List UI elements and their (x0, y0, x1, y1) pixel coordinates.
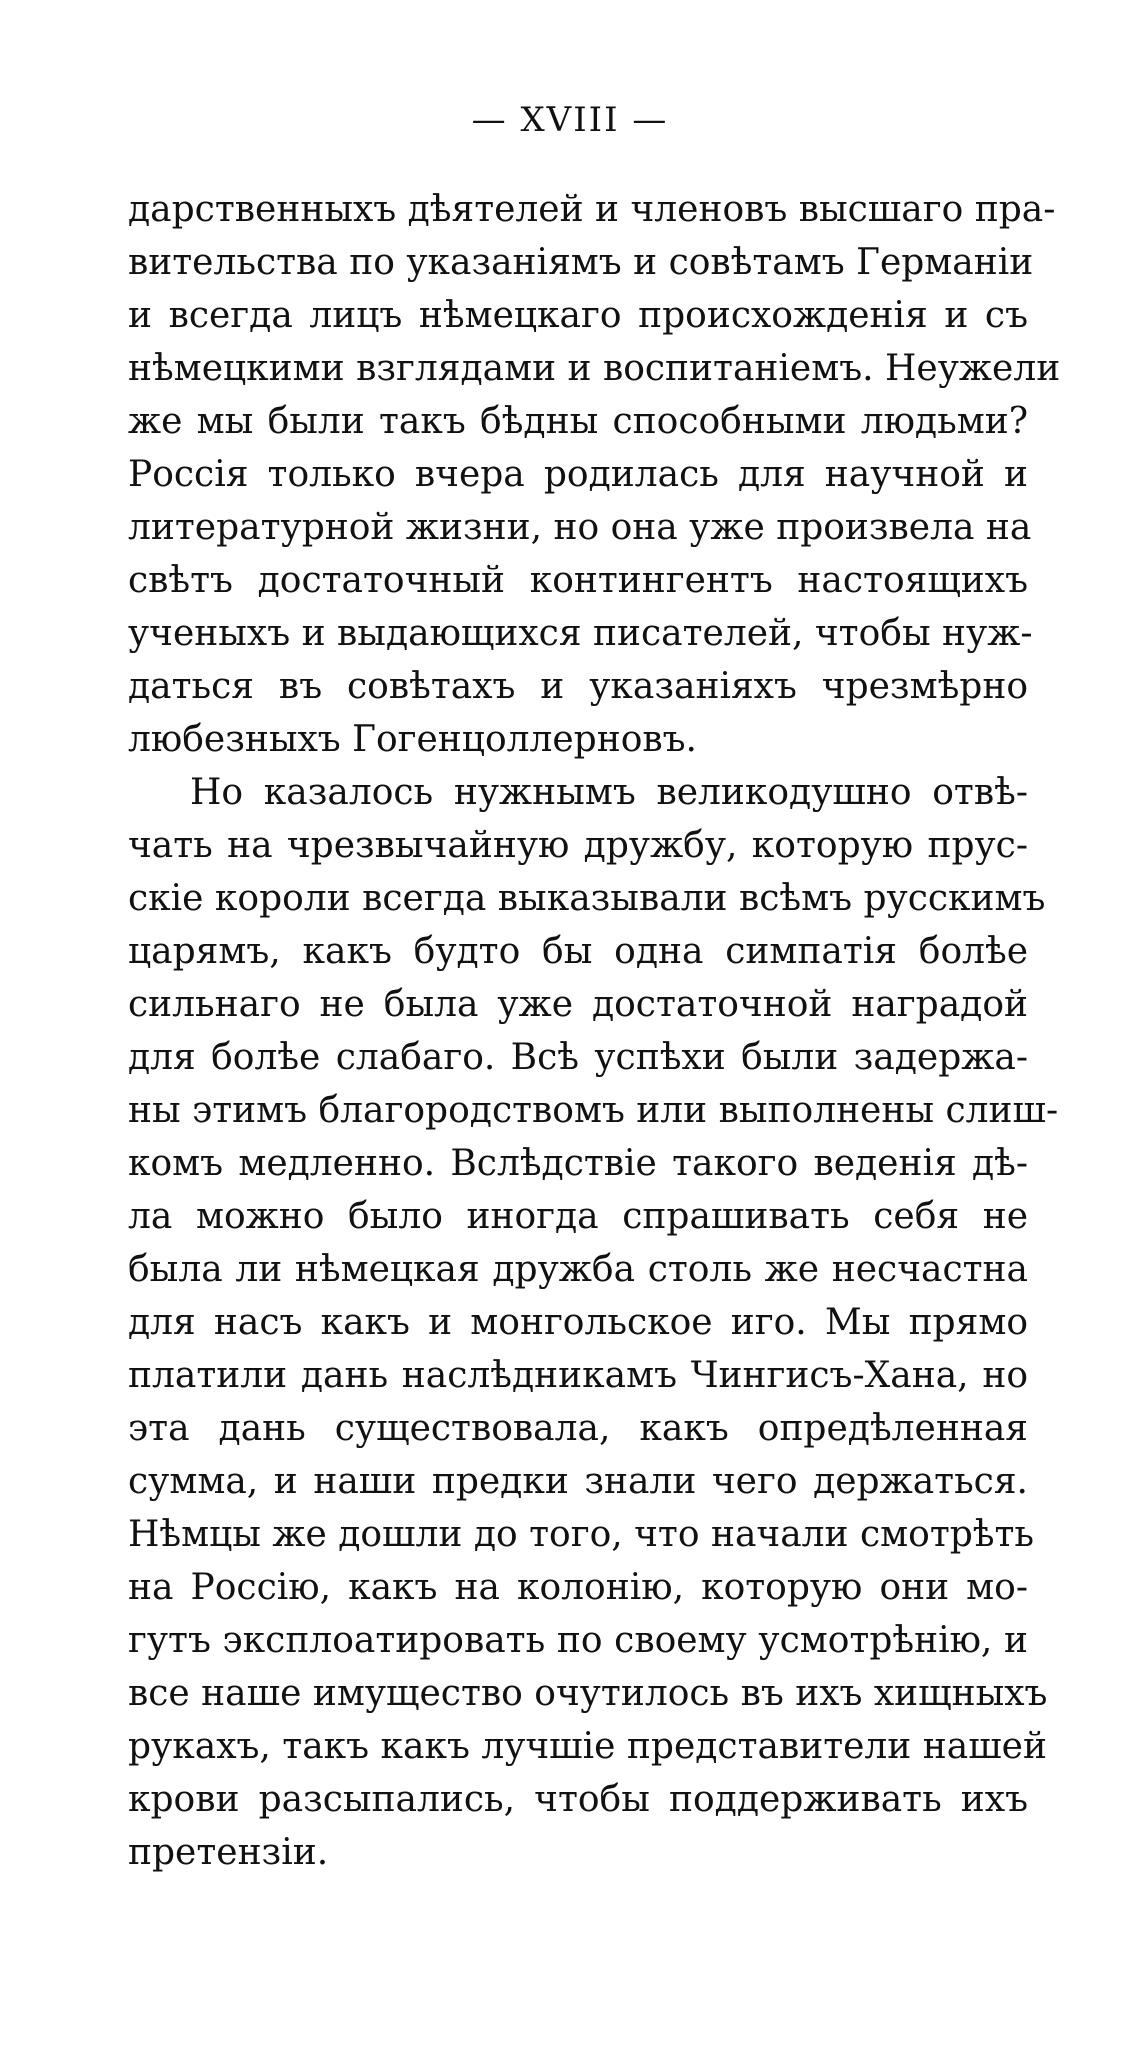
text-line: платили дань наслѣдникамъ Чингисъ-Хана, но (128, 1355, 1028, 1396)
body-text (128, 183, 1061, 1879)
text-line: свѣтъ достаточный контингентъ настоящихъ (128, 560, 1028, 601)
text-line: даться въ совѣтахъ и указаніяхъ чрезмѣрно (128, 666, 1028, 707)
text-line: скіе короли всегда выказывали всѣмъ русскимъ (128, 878, 1046, 919)
text-line: ученыхъ и выдающихся писателей, чтобы нуж- (128, 613, 1033, 654)
text-line: любезныхъ Гогенцоллерновъ. (128, 719, 697, 760)
text-line: ла можно было иногда спрашивать себя не (128, 1196, 1028, 1237)
text-line: эта дань существовала, какъ опредѣленная (128, 1408, 1028, 1449)
text-line: нѣмецкими взглядами и воспитаніемъ. Неужели (128, 348, 1061, 389)
text-line: сумма, и наши предки знали чего держаться. (128, 1461, 1028, 1502)
text-line: все наше имущество очутилось въ ихъ хищныхъ (128, 1673, 1048, 1714)
text-line: царямъ, какъ будто бы одна симпатія болѣе (128, 931, 1028, 972)
text-line: и всегда лицъ нѣмецкаго происхожденія и съ (128, 295, 1028, 336)
text-line: рукахъ, такъ какъ лучшіе представители нашей (128, 1726, 1047, 1767)
page-number: — XVIII — (471, 100, 669, 140)
text-line: для болѣе слабаго. Всѣ успѣхи были задержа- (128, 1037, 1028, 1078)
text-line: была ли нѣмецкая дружба столь же несчастна (128, 1249, 1028, 1290)
text-line: дарственныхъ дѣятелей и членовъ высшаго пра- (128, 189, 1056, 230)
text-line: на Россію, какъ на колонію, которую они мо- (128, 1567, 1028, 1608)
text-line: ны этимъ благородствомъ или выполнены слиш- (128, 1090, 1059, 1131)
text-line: гутъ эксплоатировать по своему усмотрѣнію, и (128, 1620, 1028, 1661)
text-line: для насъ какъ и монгольское иго. Мы прямо (128, 1302, 1028, 1343)
paragraph-1 (128, 183, 1061, 766)
text-line: Россія только вчера родилась для научной и (128, 454, 1028, 495)
text-line: Но казалось нужнымъ великодушно отвѣ- (190, 772, 1028, 813)
text-line: вительства по указаніямъ и совѣтамъ Германіи (128, 242, 1034, 283)
text-line: чать на чрезвычайную дружбу, которую прус- (128, 825, 1028, 866)
text-line: комъ медленно. Вслѣдствіе такого веденія дѣ- (128, 1143, 1028, 1184)
paragraph-2 (128, 766, 1059, 1879)
text-line: же мы были такъ бѣдны способными людьми? (128, 401, 1028, 442)
text-line: претензіи. (128, 1832, 329, 1873)
text-line: Нѣмцы же дошли до того, что начали смотрѣть (128, 1514, 1035, 1555)
text-line: литературной жизни, но она уже произвела на (128, 507, 1032, 548)
text-line: сильнаго не была уже достаточной наградой (128, 984, 1028, 1025)
text-line: крови разсыпались, чтобы поддерживать ихъ (128, 1779, 1028, 1820)
